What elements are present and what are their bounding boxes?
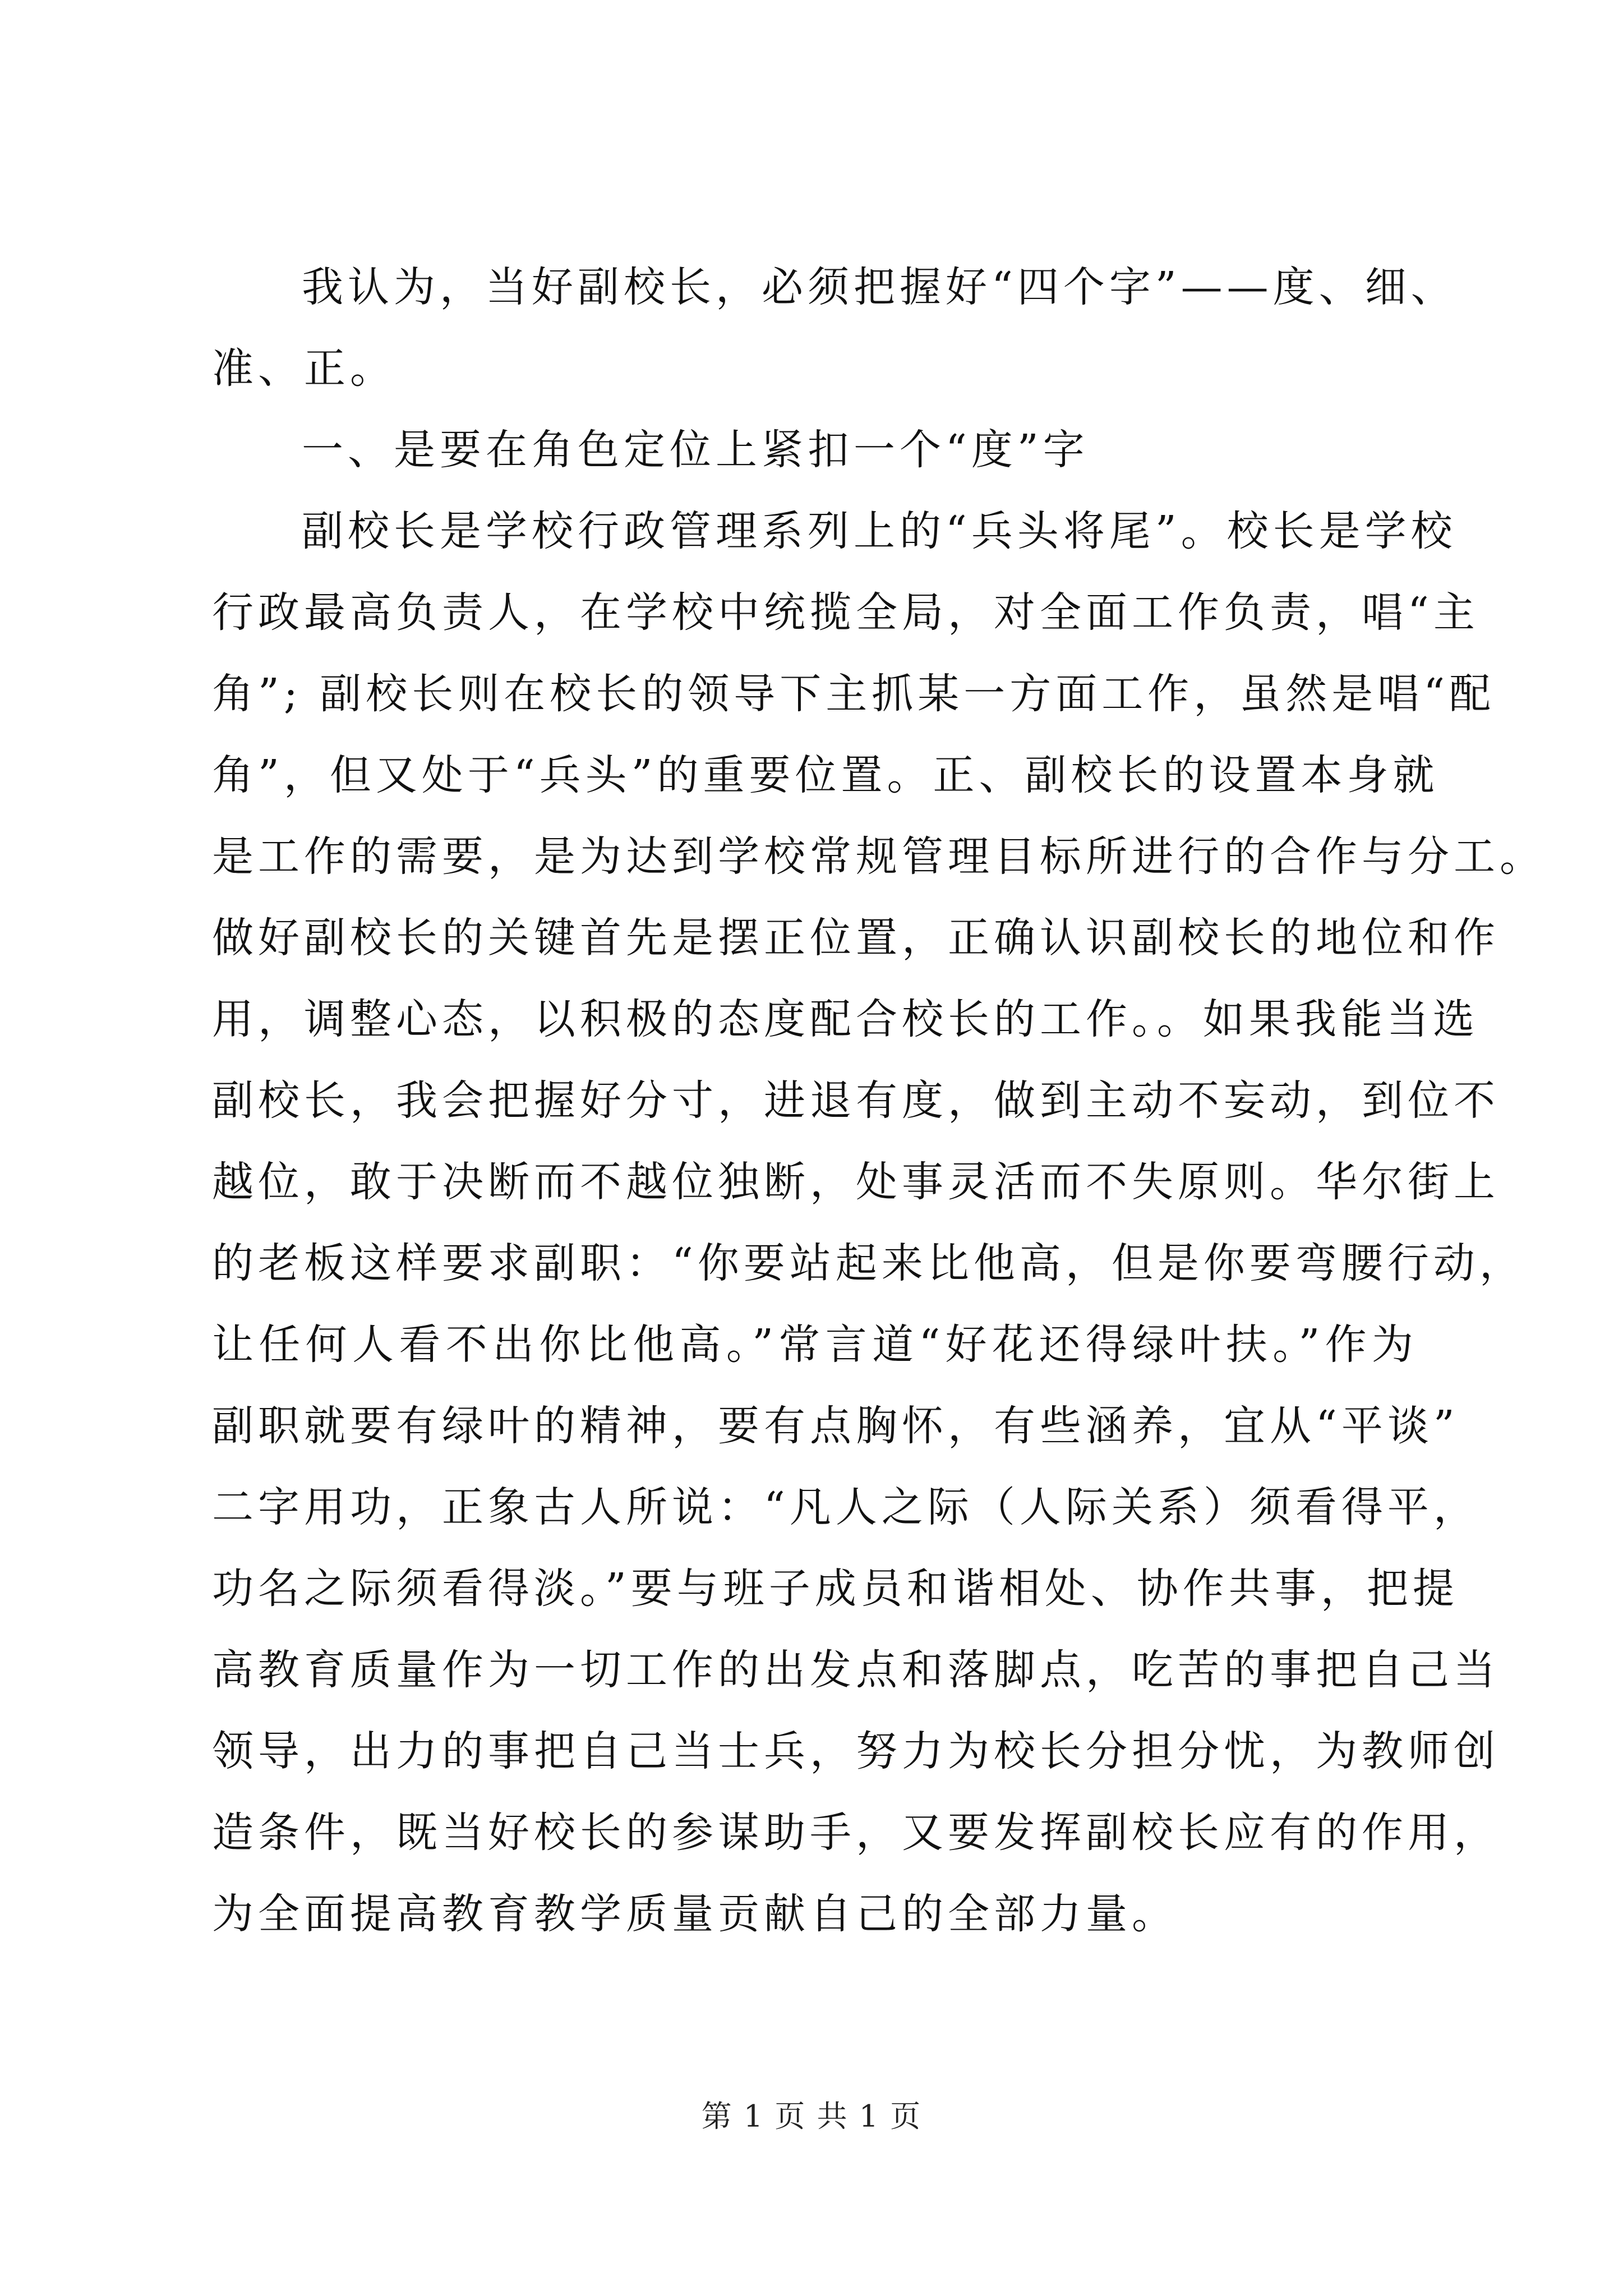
- paragraph-2-line-17: 造条件，既当好校长的参谋助手，又要发挥副校长应有的作用，: [212, 1809, 1500, 1857]
- section-heading: 一、是要在角色定位上紧扣一个“度”字: [302, 426, 1089, 474]
- paragraph-2-line-8: 副校长，我会把握好分寸，进退有度，做到主动不妄动，到位不: [212, 1076, 1500, 1125]
- paragraph-2-line-4: 角”，但又处于“兵头”的重要位置。正、副校长的设置本身就: [212, 751, 1439, 799]
- paragraph-2-line-1: 副校长是学校行政管理系列上的“兵头将尾”。校长是学校: [302, 507, 1457, 555]
- paragraph-2-line-11: 让任何人看不出你比他高。”常言道“好花还得绿叶扶。”作为: [212, 1320, 1418, 1369]
- paragraph-2-line-3: 角”; 副校长则在校长的领导下主抓某一方面工作，虽然是唱“配: [212, 670, 1496, 718]
- paragraph-2-line-9: 越位，敢于决断而不越位独断，处事灵活而不失原则。华尔街上: [212, 1158, 1500, 1206]
- paragraph-1-line-2: 准、正。: [212, 344, 396, 393]
- paragraph-2-line-7: 用，调整心态，以积极的态度配合校长的工作。。如果我能当选: [212, 995, 1479, 1043]
- paragraph-2-line-15: 高教育质量作为一切工作的出发点和落脚点，吃苦的事把自己当: [212, 1646, 1500, 1694]
- paragraph-2-line-18: 为全面提高教育教学质量贡献自己的全部力量。: [212, 1890, 1178, 1938]
- body-text: [212, 247, 1546, 1955]
- paragraph-2-line-2: 行政最高负责人，在学校中统揽全局，对全面工作负责，唱“主: [212, 588, 1479, 637]
- paragraph-2-line-13: 二字用功，正象古人所说：“凡人之际（人际关系）须看得平，: [212, 1483, 1479, 1531]
- paragraph-2-line-5: 是工作的需要，是为达到学校常规管理目标所进行的合作与分工。: [212, 832, 1546, 881]
- paragraph-2-line-10: 的老板这样要求副职：“你要站起来比他高，但是你要弯腰行动，: [212, 1239, 1525, 1287]
- page-footer: 第 1 页 共 1 页: [701, 2099, 922, 2134]
- paragraph-2-line-12: 副职就要有绿叶的精神，要有点胸怀，有些涵养，宜从“平谈”: [212, 1402, 1459, 1450]
- paragraph-1-line-1: 我认为，当好副校长，必须把握好“四个字”——度、细、: [302, 263, 1457, 311]
- paragraph-2-line-16: 领导，出力的事把自己当士兵，努力为校长分担分忧，为教师创: [212, 1727, 1500, 1775]
- paragraph-2-line-6: 做好副校长的关键首先是摆正位置，正确认识副校长的地位和作: [212, 914, 1500, 962]
- paragraph-2-line-14: 功名之际须看得淡。”要与班子成员和谐相处、协作共事，把提: [212, 1565, 1459, 1613]
